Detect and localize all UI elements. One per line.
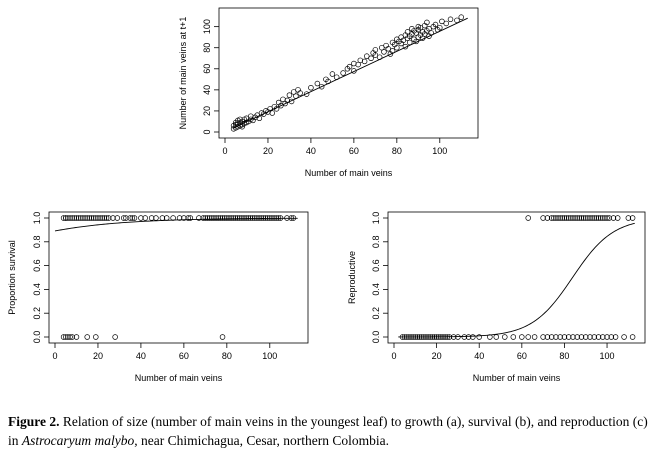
figure-label: Figure 2.: [8, 414, 60, 429]
data-point: [502, 335, 507, 340]
x-tick-label: 80: [559, 351, 570, 361]
y-tick-label: 0.8: [371, 235, 381, 249]
x-tick-label: 100: [432, 146, 448, 156]
y-axis-title: Number of main veins at t+1: [178, 16, 188, 130]
y-tick-label: 1.0: [371, 211, 381, 225]
plot-frame: [49, 212, 308, 343]
fitted-curve: [234, 18, 468, 128]
x-tick-label: 60: [348, 146, 359, 156]
data-point: [532, 335, 537, 340]
plot-frame: [219, 8, 478, 138]
data-point: [85, 335, 90, 340]
data-point: [448, 17, 453, 22]
data-point: [93, 335, 98, 340]
y-tick-label: 20: [202, 105, 212, 116]
x-tick-label: 60: [516, 351, 527, 361]
x-tick-label: 80: [221, 351, 232, 361]
data-point: [369, 56, 374, 61]
data-point: [519, 335, 524, 340]
y-tick-label: 0.8: [32, 235, 42, 249]
y-tick-label: 60: [202, 63, 212, 74]
x-tick-label: 0: [222, 146, 228, 156]
data-point: [382, 50, 387, 55]
y-axis-title: Reproductive: [347, 250, 357, 305]
figure-caption: [8, 412, 648, 450]
x-tick-label: 100: [599, 351, 615, 361]
data-point: [362, 59, 367, 64]
data-point: [526, 216, 531, 221]
species-name: Astrocaryum malybo: [21, 433, 135, 448]
data-point: [459, 15, 464, 20]
y-tick-label: 100: [202, 19, 212, 35]
x-tick-label: 20: [92, 351, 103, 361]
x-tick-label: 20: [431, 351, 442, 361]
y-tick-label: 80: [202, 42, 212, 53]
data-point: [341, 71, 346, 76]
survival-scatter-plot: [7, 212, 308, 383]
y-tick-label: 40: [202, 84, 212, 95]
y-tick-label: 0.0: [371, 330, 381, 344]
data-point: [526, 335, 531, 340]
caption-text-2: , near Chimichagua, Cesar, northern Colombia.: [134, 433, 390, 448]
data-point: [220, 335, 225, 340]
y-tick-label: 0.0: [32, 330, 42, 344]
x-tick-label: 60: [178, 351, 189, 361]
x-tick-label: 0: [391, 351, 397, 361]
data-point: [287, 93, 292, 98]
data-point: [309, 85, 314, 90]
y-tick-label: 0.6: [32, 259, 42, 272]
caption-text-1: Relation of size (number of main veins in the youngest leaf) to growth (a), survival (b), and reproduction (c) in: [8, 414, 648, 448]
reproduction-scatter-plot: [347, 212, 645, 383]
x-tick-label: 40: [135, 351, 146, 361]
x-axis-title: Number of main veins: [134, 373, 223, 383]
y-tick-label: 0.6: [371, 259, 381, 272]
data-point: [270, 111, 275, 116]
data-point: [494, 335, 499, 340]
x-axis-title: Number of main veins: [304, 168, 393, 178]
y-tick-label: 0.2: [32, 306, 42, 320]
y-tick-label: 0.4: [371, 283, 381, 296]
x-tick-label: 100: [262, 351, 278, 361]
y-tick-label: 0.2: [371, 306, 381, 320]
data-point: [622, 335, 627, 340]
data-point: [630, 335, 635, 340]
x-axis-title: Number of main veins: [472, 373, 561, 383]
x-tick-label: 80: [391, 146, 402, 156]
data-point: [315, 81, 320, 86]
data-point: [444, 21, 449, 26]
growth-scatter-plot: [178, 8, 478, 178]
data-point: [511, 335, 516, 340]
y-tick-label: 1.0: [32, 211, 42, 225]
y-axis-title: Proportion survival: [7, 240, 17, 315]
data-point: [113, 335, 118, 340]
x-tick-label: 20: [262, 146, 273, 156]
x-tick-label: 0: [52, 351, 58, 361]
x-tick-label: 40: [474, 351, 485, 361]
x-tick-label: 40: [305, 146, 316, 156]
plot-frame: [388, 212, 645, 343]
data-point: [330, 72, 335, 77]
fitted-curve: [398, 223, 634, 337]
y-tick-label: 0: [202, 129, 212, 135]
y-tick-label: 0.4: [32, 283, 42, 296]
